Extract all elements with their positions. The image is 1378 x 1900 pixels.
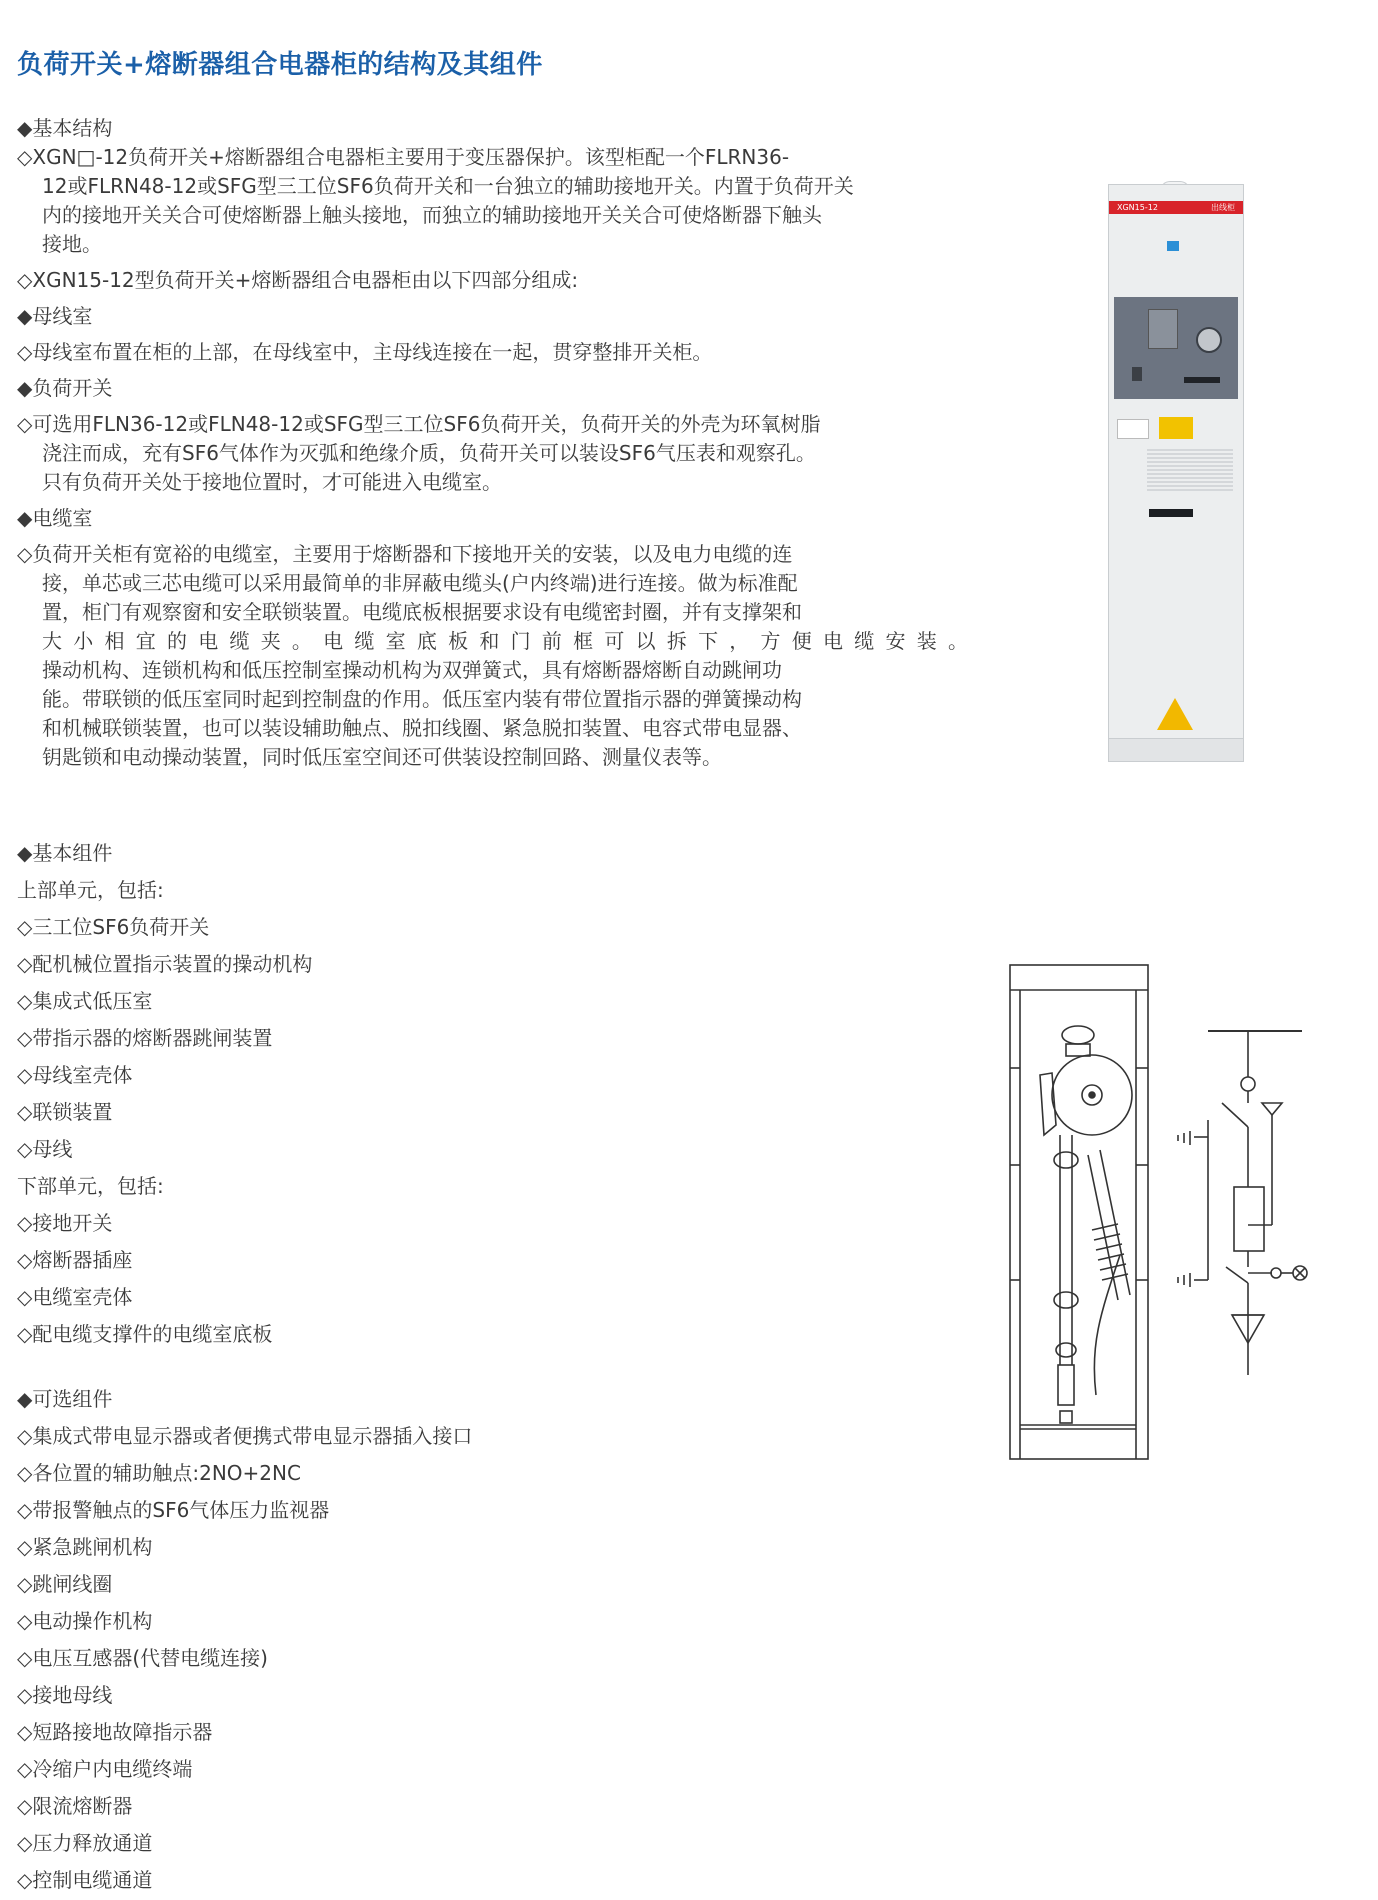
basic-structure-para1 <box>17 143 977 259</box>
list-item: ◇接地开关 <box>17 1211 113 1235</box>
bushing-circle <box>1241 1077 1255 1091</box>
list-item: ◇控制电缆通道 <box>17 1868 153 1892</box>
cable-terminal <box>1058 1365 1074 1405</box>
hazard-triangle-icon <box>1157 698 1193 730</box>
list-item: ◇带报警触点的SF6气体压力监视器 <box>17 1498 330 1522</box>
busbar-text: ◇母线室布置在柜的上部，在母线室中，主母线连接在一起，贯穿整排开关柜。 <box>17 340 713 364</box>
para-line: 大小相宜的电缆夹。电缆室底板和门前框可以拆下，方便电缆安装。 <box>42 629 968 653</box>
para-line: 操动机构、连锁机构和低压控制室操动机构为双弹簧式，具有熔断器熔断自动跳闸功 <box>42 658 782 682</box>
panel-handle <box>1184 377 1220 383</box>
fuse-rod <box>1100 1150 1130 1295</box>
para-line: 内的接地开关关合可使熔断器上触头接地，而独立的辅助接地开关关合可使烙断器下触头 <box>42 203 822 227</box>
cabinet-base <box>1109 738 1243 761</box>
para-line: ◇可选用FLN36-12或FLN48-12或SFG型三工位SF6负荷开关，负荷开关的外壳为环氧树脂 <box>17 412 821 436</box>
list-item: ◇接地母线 <box>17 1683 113 1707</box>
para-line: 浇注而成，充有SF6气体作为灭弧和绝缘介质，负荷开关可以装设SF6气压表和观察孔。 <box>42 441 816 465</box>
basic-structure-para2: ◇XGN15-12型负荷开关+熔断器组合电器柜由以下四部分组成: <box>17 268 579 292</box>
nameplate <box>1148 309 1178 349</box>
list-item: ◇集成式低压室 <box>17 989 153 1013</box>
para-line: 和机械联锁装置，也可以装设辅助触点、脱扣线圈、紧急脱扣装置、电容式带电显器、 <box>42 716 802 740</box>
cable-text <box>17 540 977 772</box>
basic-structure-section <box>17 114 977 772</box>
lower-unit-label: 下部单元，包括: <box>17 1174 164 1198</box>
cabinet-photo <box>1108 184 1244 762</box>
earth-switch-blade <box>1226 1267 1248 1283</box>
door-handle <box>1149 509 1193 517</box>
list-item: ◇带指示器的熔断器跳闸装置 <box>17 1026 273 1050</box>
para-line: 钥匙锁和电动操动装置，同时低压室空间还可供装设控制回路、测量仪表等。 <box>42 745 722 769</box>
para-line: 置，柜门有观察窗和安全联锁装置。电缆底板根据要求设有电缆密封圈，并有支撑架和 <box>42 600 802 624</box>
list-item: ◇集成式带电显示器或者便携式带电显示器插入接口 <box>17 1424 473 1448</box>
page-title: 负荷开关+熔断器组合电器柜的结构及其组件 <box>17 50 543 80</box>
position-indicator <box>1196 327 1222 353</box>
list-item: ◇压力释放通道 <box>17 1831 153 1855</box>
structure-diagram <box>1000 955 1360 1475</box>
para-line: ◇负荷开关柜有宽裕的电缆室，主要用于熔断器和下接地开关的安装，以及电力电缆的连 <box>17 542 793 566</box>
info-label <box>1117 419 1149 439</box>
para-line: 能。带联锁的低压室同时起到控制盘的作用。低压室内装有带位置指示器的弹簧操动构 <box>42 687 802 711</box>
list-item: ◇母线 <box>17 1137 73 1161</box>
list-item: ◇联锁装置 <box>17 1100 113 1124</box>
optional-components-section <box>17 1381 977 1899</box>
basic-components-section <box>17 835 977 1353</box>
list-item: ◇冷缩户内电缆终端 <box>17 1757 193 1781</box>
para-line: 12或FLRN48-12或SFG型三工位SF6负荷开关和一台独立的辅助接地开关。内置于负荷开关 <box>42 174 854 198</box>
capacitor-divider-circle <box>1271 1268 1281 1278</box>
fuse-fins <box>1092 1224 1128 1280</box>
insulator-cap <box>1062 1026 1094 1044</box>
para-line: 接地。 <box>42 232 102 256</box>
pole-joint <box>1054 1152 1078 1168</box>
vent-grille <box>1147 449 1233 491</box>
pole-joint <box>1056 1343 1076 1357</box>
control-panel <box>1114 297 1238 399</box>
upper-unit-label: 上部单元，包括: <box>17 878 164 902</box>
list-item: ◇母线室壳体 <box>17 1063 133 1087</box>
list-item: ◇三工位SF6负荷开关 <box>17 915 210 939</box>
cabinet-model-label: XGN15-12 <box>1117 203 1158 212</box>
list-item: ◇电压互感器(代替电缆连接) <box>17 1646 268 1670</box>
fuse-indicator-triangle <box>1262 1103 1282 1115</box>
busbar-heading: ◆母线室 <box>17 304 93 328</box>
indicator-light <box>1167 241 1179 251</box>
list-item: ◇配电缆支撑件的电缆室底板 <box>17 1322 273 1346</box>
cabinet-label-band <box>1109 201 1243 214</box>
switch-text <box>17 410 977 497</box>
list-item: ◇紧急跳闸机构 <box>17 1535 153 1559</box>
cable-clamp <box>1060 1411 1072 1423</box>
operating-knob <box>1132 367 1142 381</box>
list-item: ◇电动操作机构 <box>17 1609 153 1633</box>
cabinet-type-label: 出线柜 <box>1211 203 1235 212</box>
list-item: ◇配机械位置指示装置的操动机构 <box>17 952 313 976</box>
basic-structure-heading: ◆基本结构 <box>17 116 113 140</box>
list-item: ◇短路接地故障指示器 <box>17 1720 213 1744</box>
list-item: ◇限流熔断器 <box>17 1794 133 1818</box>
list-item: ◇各位置的辅助触点:2NO+2NC <box>17 1461 301 1485</box>
optional-components-heading: ◆可选组件 <box>17 1387 113 1411</box>
insulator-neck <box>1066 1044 1090 1056</box>
cable-heading: ◆电缆室 <box>17 506 93 530</box>
list-item: ◇跳闸线圈 <box>17 1572 113 1596</box>
fuse-box <box>1234 1187 1264 1251</box>
switch-heading: ◆负荷开关 <box>17 376 113 400</box>
para-line: 接，单芯或三芯电缆可以采用最简单的非屏蔽电缆头(户内终端)进行连接。做为标准配 <box>42 571 798 595</box>
basic-components-heading: ◆基本组件 <box>17 841 113 865</box>
load-switch-blade <box>1222 1103 1248 1127</box>
pole-joint <box>1054 1292 1078 1308</box>
warning-label <box>1159 417 1193 439</box>
para-line: 只有负荷开关处于接地位置时，才可能进入电缆室。 <box>42 470 502 494</box>
para-line: ◇XGN□-12负荷开关+熔断器组合电器柜主要用于变压器保护。该型柜配一个FLRN36- <box>17 145 790 169</box>
list-item: ◇电缆室壳体 <box>17 1285 133 1309</box>
list-item: ◇熔断器插座 <box>17 1248 133 1272</box>
shaft-center <box>1089 1092 1095 1098</box>
cabinet-outline <box>1010 965 1148 1459</box>
